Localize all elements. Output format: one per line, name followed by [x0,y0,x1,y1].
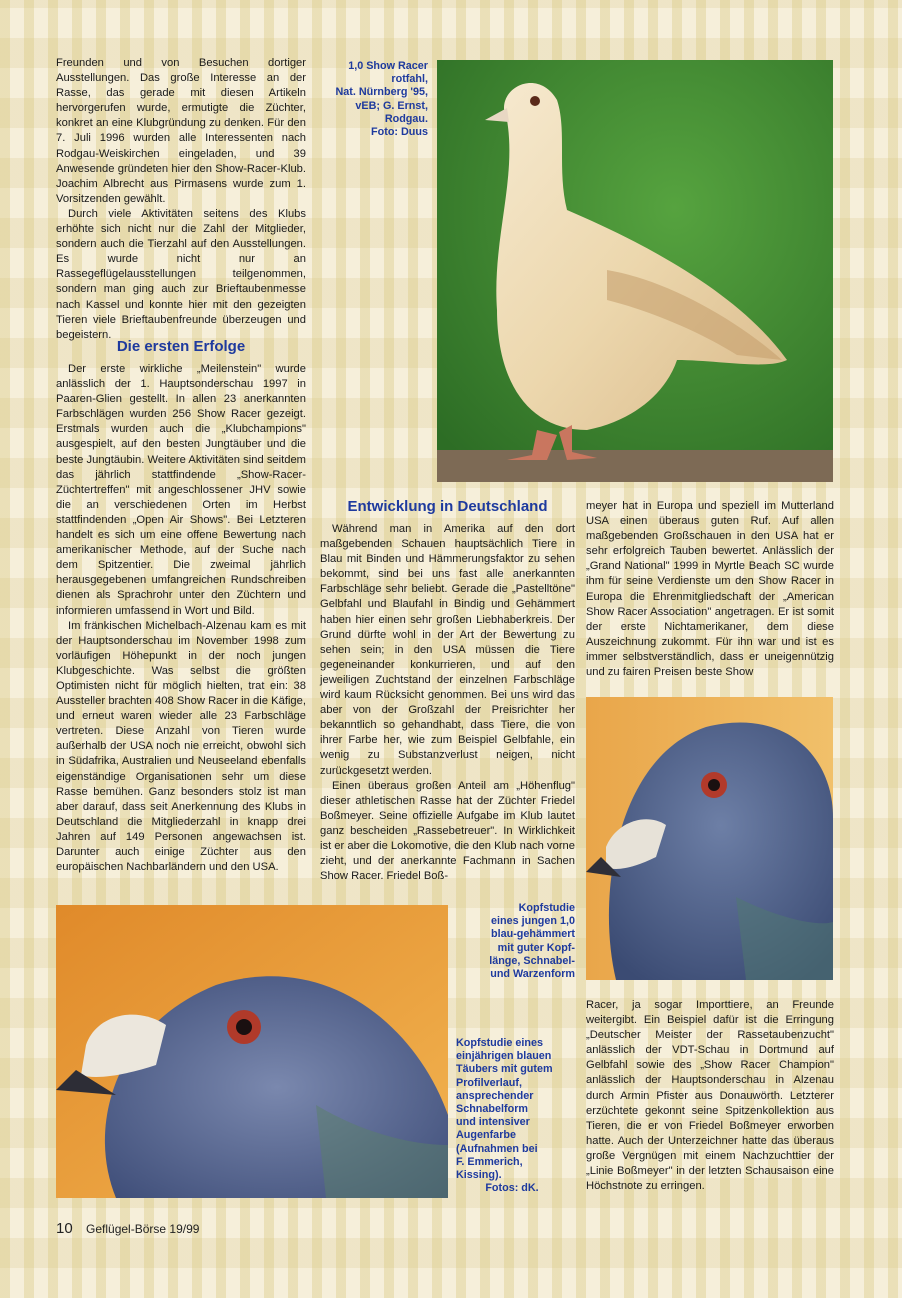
photo-kopfstudie-einjaehrig [56,905,448,1198]
column-2 [320,522,575,884]
caption-line: Kopfstudie [518,902,575,914]
caption-line: Profilverlauf, [456,1076,522,1089]
caption-bottom [456,1037,568,1195]
caption-line: und intensiver [456,1116,530,1129]
photo-kopfstudie-jung [586,697,833,980]
caption-line: Augenfarbe [456,1129,516,1142]
paragraph: Im fränkischen Michelbach-Alzenau kam es mit der Hauptsonderschau im November 1998 zum vorläufigen Höhepunkt in der noch jungen Klubgeschichte. Was selbst die größten Optimisten nicht für möglich hielten, trat ein: 38 Aussteller brachten 408 Show Racer in die Käfige, und erneut waren wieder alle 23 Farbschläge vertreten. Diese Anzahl von Tieren wurde außerhalb der USA noch nie erreicht, obwohl sich in Südafrika, Australien und Neuseeland ebenfalls eigenständige Organisationen sehr um diese Rasse bemühen. Ganz besonders stolz ist man aber darauf, dass seit Anerkennung des Klubs in Deutschland die Mitgliederzahl in knapp drei Jahren auf 149 Personen angewachsen ist. Darunter auch einige Züchter aus den europäischen Nachbarländern und den USA. [56,619,306,874]
caption-line: eines jungen 1,0 [490,915,575,928]
caption-line: 1,0 Show Racer [348,60,428,72]
caption-line: Schnabelform [456,1103,528,1116]
caption-line: Foto: Duus [371,126,428,139]
paragraph: Einen überaus großen Anteil am „Höhenflug" dieser athletischen Rasse hat der Züchter Friedel Boßmeyer. Seine offizielle Aufgabe im Klub lautet ganz bescheiden „Rassebetreuer". In Wirklichkeit ist er aber die Lokomotive, die den Klub nach vorne zieht, und der anerkannte Fachmann in Sachen Show Racer. Friedel Boß- [320,779,575,883]
paragraph: Während man in Amerika auf den dort maßgebenden Schauen hauptsächlich Tiere in Blau mit Binden und Hämmerungsfaktor zu sehen bekommt, sind bei uns fast alle anerkannten Farbschläge sehr beliebt. Gerade die „Pastelltöne" Gelbfahl und Blaufahl in Bindig und Gehämmert haben hier einen sehr großen Liebhaberkreis. Der Grund dürfte wohl in der Art der Bewertung zu sehen sein; in den USA müssen die Tiere gegeneinander konkurrieren, und auf den jeweiligen Zuchtstand der einzelnen Farbschläge wird kaum Rücksicht genommen. Bei uns wird das aber von der Großzahl der Preisrichter her bekanntlich so gehandhabt, dass Tiere, die von ihrer Farbe her, wie zum Beispiel Gelbfahle, ein wenig zu Substanzverlust neigen, nicht zurückgesetzt werden. [320,523,575,777]
caption-line: Kissing). [456,1169,502,1182]
caption-top [318,60,428,139]
page-footer [56,1220,199,1237]
caption-line: und Warzenform [490,968,575,981]
paragraph: Durch viele Aktivitäten seitens des Klubs erhöhte sich nicht nur die Zahl der Mitglieder, sondern auch die Tierzahl auf den Ausstellungen. Es wurde nicht nur an Rassegeflügelausstellungen teilgenommen, sondern man ging auch zur Brieftaubenmesse nach Kassel und konnte hier mit den gezeigten Tieren viele Brieftaubenfreunde überzeugen und begeistern. [56,207,306,341]
caption-line: länge, Schnabel- [489,954,575,967]
heading-entwicklung-in-deutschland: Entwicklung in Deutschland [347,498,548,515]
column-1-bottom [56,362,306,875]
page-number: 10 [56,1220,73,1237]
caption-line: einjährigen blauen [456,1050,552,1063]
caption-line: mit guter Kopf- [497,941,575,954]
column-3-bottom [586,998,834,1194]
caption-line: F. Emmerich, [456,1155,523,1168]
column-3-top [586,499,834,680]
caption-line: Täubers mit gutem [456,1063,553,1076]
caption-line: Nat. Nürnberg '95, [335,86,428,99]
paragraph: Racer, ja sogar Importtiere, an Freunde weitergibt. Ein Beispiel dafür ist die Erringung „Deutscher Meister der Rassetaubenzucht" anlässlich der VDT-Schau in Dortmund auf Gelbfahl sowie des „Show Racer Champion" anlässlich der Hauptsonderschau in Alzenau durch Armin Pfister aus Donauwörth. Letzterer erzüchtete gekonnt seine Spitzenkollektion aus Tieren, die er von Friedel Boßmeyer erworben hatte. Auch der Unterzeichner hatte das überaus große Vergnügen mit einem Nachzuchttier der „Linie Boßmeyer" in der letzten Schausaison eine Höchstnote zu erringen. [586,999,834,1193]
photo-show-racer-rotfahl [437,60,833,482]
caption-line: vEB; G. Ernst, [355,99,428,112]
column-1-top [56,56,306,343]
caption-line: rotfahl, [391,73,428,86]
caption-line: Fotos: dK. [485,1182,539,1195]
caption-line: ansprechender [456,1089,534,1102]
publication-name: Geflügel-Börse 19/99 [86,1222,200,1236]
paragraph: Freunden und von Besuchen dortiger Ausstellungen. Das große Interesse an der Rasse, das gerade mit diesen Artikeln hervorgerufen wurde, ermutigte die Züchter, konkret an eine Klubgründung zu denken. Für den 7. Juli 1996 wurden alle Interessenten nach Rodgau-Weiskirchen eingeladen, und 39 Anwesende gründeten hier den Show-Racer-Klub. Joachim Albrecht aus Pirmasens wurde zum 1. Vorsitzenden gewählt. [56,57,306,205]
caption-line: Rodgau. [384,112,428,125]
heading-die-ersten-erfolge: Die ersten Erfolge [116,338,246,355]
caption-line: blau-gehämmert [491,928,575,941]
caption-line: (Aufnahmen bei [456,1142,538,1155]
paragraph: meyer hat in Europa und speziell im Mutterland USA einen überaus guten Ruf. Auf allen maßgebenden Großschauen in den USA hat er sehr erfolgreich Tauben bewertet. Anlässlich der „Grand National" 1999 in Myrtle Beach SC wurde ihm für seine Verdienste um den Show Racer in Europa die Ehrenmitgliedschaft der „American Show Racer Association" angetragen. Er ist somit der erste Nichtamerikaner, dem diese Auszeichnung zukommt. Für ihn war und ist es immer selbstverständlich, dass er uneigennützig und zu fairen Preisen beste Show [586,500,834,679]
caption-middle [468,902,575,981]
caption-line: Kopfstudie eines [456,1037,543,1049]
paragraph: Der erste wirkliche „Meilenstein" wurde anlässlich der 1. Hauptsonderschau 1997 in Paaren-Glien gestellt. In allen 23 anerkannten Farbschlägen wurden 256 Show Racer gezeigt. Erstmals wurden auch die „Klubchampions" ausgespielt, auf den besten Jungtäuber und die beste Jungtäubin. Weitere Aktivitäten sind seitdem das jährlich stattfindende „Show-Racer-Züchtertreffen" mit angeschlossener JHV sowie die an verschiedenen Orten im Herbst stattfindenden „Open Air Shows". Bei Letzteren handelt es sich um eine offene Bewertung nach amerikanischer Methode, auf der Suche nach dem Spitzentier. Die zweimal jährlich herausgegebenen umfangreichen Rundschreiben dienen als Sprachrohr unter den Züchtern und informieren umfassend in Wort und Bild. [56,363,306,617]
